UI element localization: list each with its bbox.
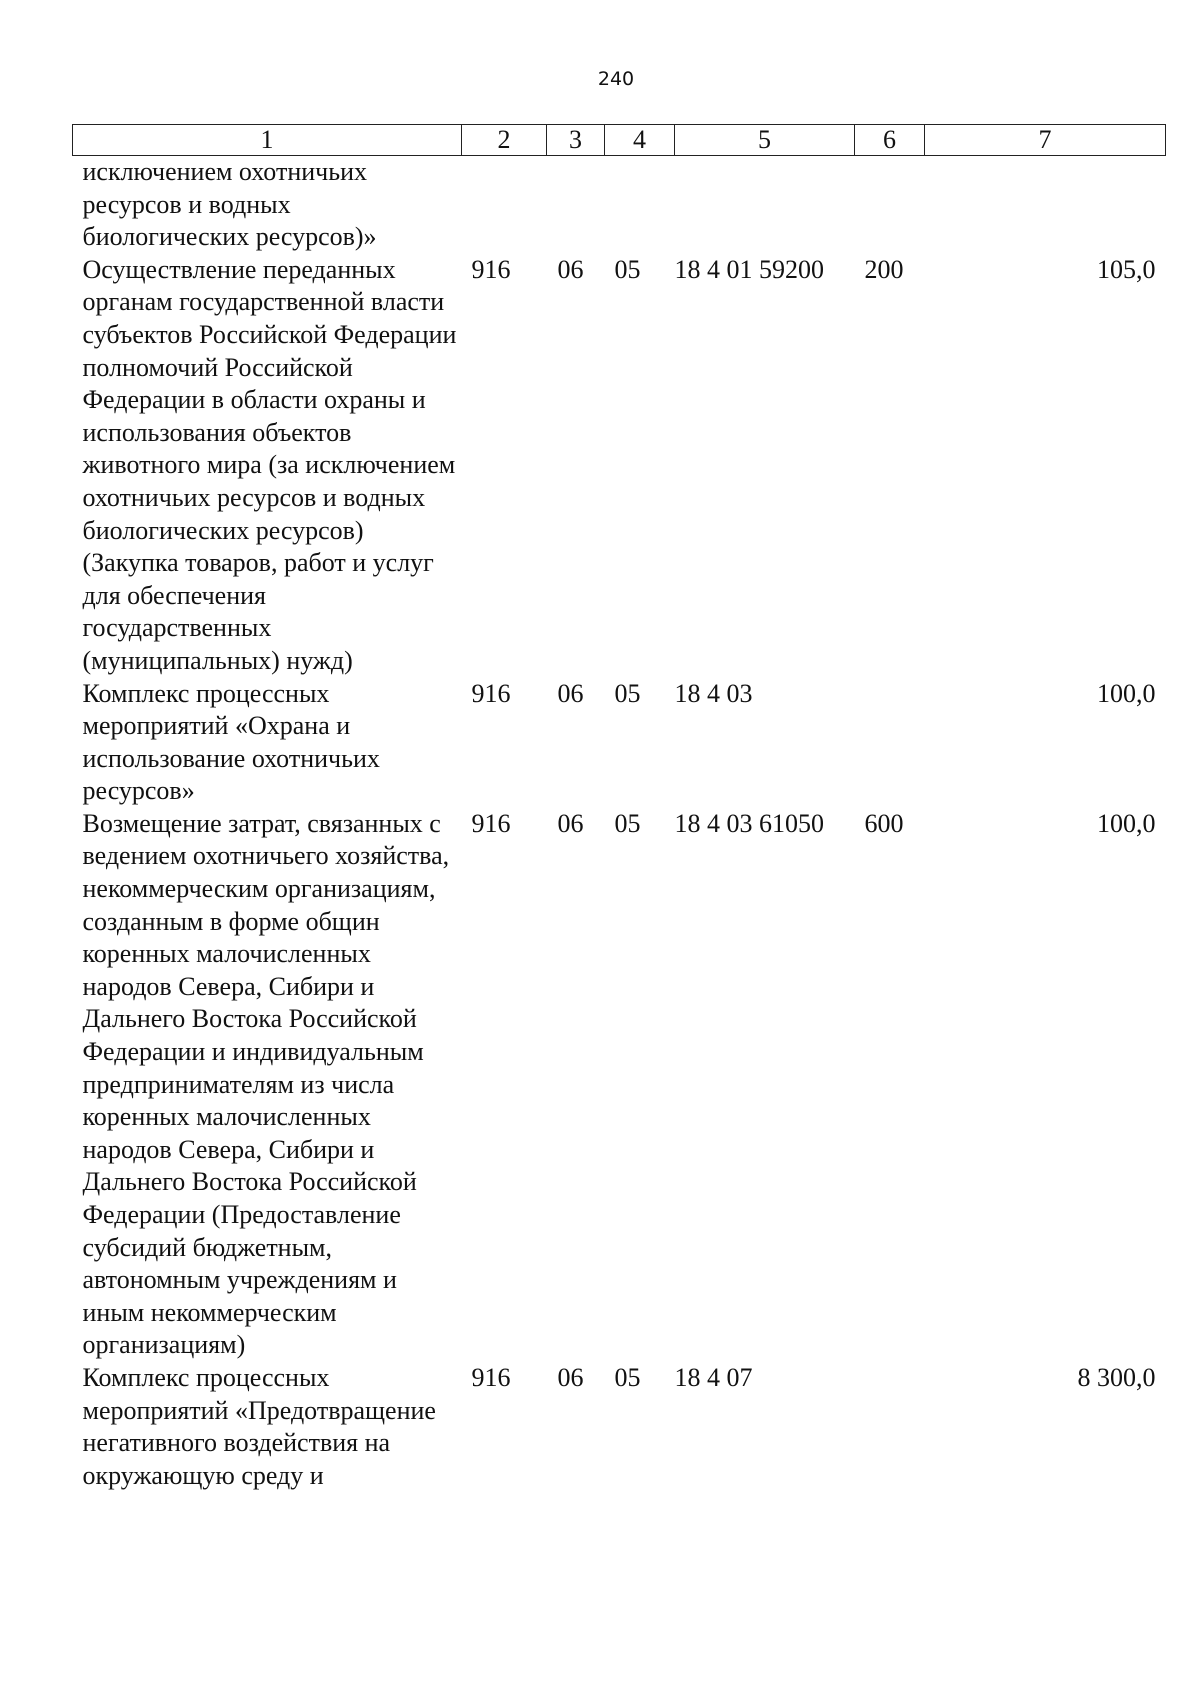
table-row	[73, 1362, 1166, 1492]
cell-expense-type	[855, 678, 925, 808]
cell-ministry-code: 916	[471, 254, 511, 284]
column-header: 6	[855, 125, 925, 156]
cell-expense-type: 600	[864, 808, 904, 838]
budget-table	[72, 124, 1166, 1492]
column-header: 1	[73, 125, 462, 156]
cell-section	[547, 156, 605, 254]
cell-target-article	[675, 156, 855, 254]
cell-section: 06	[557, 808, 584, 838]
row-name: Комплекс процессных мероприятий «Охрана и использование охотничьих ресурсов»	[82, 678, 380, 806]
row-name: Осуществление переданных органам государственной власти субъектов Российской Федерации полномочий Российской Федерации в области охраны и использования объектов животного мира (за исключением охотничьих ресурсов и водных биологических ресурсов) (Закупка товаров, работ и услуг для обеспечения государственных (муниципальных) нужд)	[82, 254, 457, 675]
cell-subsection: 05	[614, 678, 641, 708]
column-header: 2	[462, 125, 547, 156]
column-header: 5	[675, 125, 855, 156]
row-name: Возмещение затрат, связанных с ведением охотничьего хозяйства, некоммерческим организациям, созданным в форме общин коренных малочисленных народов Севера, Сибири и Дальнего Востока Российской Федерации и индивидуальным предпринимателям из числа коренных малочисленных народов Севера, Сибири и Дальнего Востока Российской Федерации (Предоставление субсидий бюджетным, автономным учреждениям и иным некоммерческим организациям)	[82, 808, 450, 1360]
cell-amount: 100,0	[1097, 808, 1156, 838]
row-name: исключением охотничьих ресурсов и водных биологических ресурсов)»	[82, 157, 377, 252]
page-number: 240	[597, 68, 635, 90]
cell-subsection: 05	[614, 254, 641, 284]
table-header-row	[73, 125, 1166, 156]
column-header: 7	[925, 125, 1166, 156]
cell-amount: 105,0	[1097, 254, 1156, 284]
cell-section: 06	[557, 254, 584, 284]
cell-target-article: 18 4 01 59200	[674, 254, 824, 284]
cell-ministry-code	[462, 156, 547, 254]
table-row	[73, 678, 1166, 808]
row-name: Комплекс процессных мероприятий «Предотвращение негативного воздействия на окружающую среду и	[82, 1362, 436, 1490]
cell-subsection	[605, 156, 675, 254]
cell-subsection: 05	[614, 808, 641, 838]
cell-expense-type	[855, 1362, 925, 1492]
cell-target-article: 18 4 03 61050	[674, 808, 824, 838]
table-row	[73, 808, 1166, 1362]
cell-subsection: 05	[614, 1362, 641, 1392]
cell-target-article: 18 4 07	[674, 1362, 753, 1392]
cell-target-article: 18 4 03	[674, 678, 753, 708]
cell-section: 06	[557, 678, 584, 708]
cell-expense-type	[855, 156, 925, 254]
table-row	[73, 254, 1166, 678]
cell-ministry-code: 916	[471, 808, 511, 838]
cell-ministry-code: 916	[471, 1362, 511, 1392]
cell-amount: 8 300,0	[1077, 1362, 1156, 1392]
cell-section: 06	[557, 1362, 584, 1392]
column-header: 3	[547, 125, 605, 156]
cell-amount: 100,0	[1097, 678, 1156, 708]
cell-amount	[925, 156, 1166, 254]
cell-ministry-code: 916	[471, 678, 511, 708]
column-header: 4	[605, 125, 675, 156]
table-row	[73, 156, 1166, 254]
cell-expense-type: 200	[864, 254, 904, 284]
